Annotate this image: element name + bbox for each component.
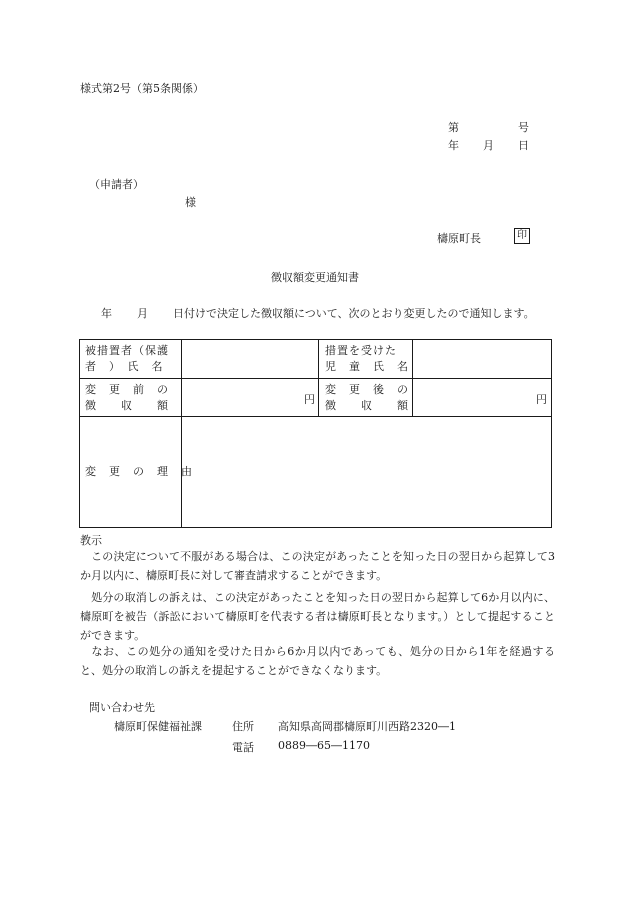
document-title: 徴収額変更通知書 — [271, 271, 359, 284]
phone-label: 電話 — [232, 741, 254, 754]
yen-after: 円 — [536, 393, 547, 406]
intro-sentence — [101, 305, 561, 319]
instruction-paragraph-3: なお、この処分の通知を受けた日から6か月以内であっても、処分の日から1年を経過すると、処分の取消しの訴えを提起することができなくなります。 — [80, 645, 555, 677]
table-divider — [318, 340, 319, 416]
date-year: 年 — [448, 139, 459, 152]
honorific-sama: 様 — [185, 196, 196, 209]
label-after-amount-a: 変 更 後 の — [325, 383, 409, 396]
label-change-reason: 変 更 の 理 由 — [85, 465, 193, 478]
intro-text: 日付けで決定した徴収額について、次のとおり変更したので通知します。 — [173, 307, 535, 320]
form-number-title: 様式第2号（第5条関係） — [80, 82, 204, 95]
inquiry-heading: 問い合わせ先 — [89, 701, 155, 714]
seal-mark: 印 — [514, 228, 530, 244]
address-label: 住所 — [232, 720, 254, 733]
reference-dai: 第 — [448, 121, 459, 134]
table-divider — [412, 340, 413, 416]
label-child-name-b: 児 童 氏 名 — [325, 360, 409, 373]
yen-before: 円 — [304, 393, 315, 406]
label-before-amount-a: 変 更 前 の — [85, 383, 169, 396]
intro-year: 年 — [101, 307, 112, 320]
label-after-amount-b: 徴 収 額 — [325, 399, 409, 412]
table-divider — [80, 416, 551, 417]
instruction-paragraph-2: 処分の取消しの訴えは、この決定があったことを知った日の翌日から起算して6か月以内に、檮原町を被告（訴訟において檮原町を代表する者は檮原町長となります。）として提起することができます。 — [80, 591, 555, 642]
contact-department: 檮原町保健福祉課 — [114, 720, 202, 733]
date-month: 月 — [483, 139, 494, 152]
change-notice-table — [79, 339, 552, 528]
label-protected-person-b: 者 ） 氏 名 — [85, 360, 164, 373]
applicant-label: （申請者） — [89, 178, 144, 191]
label-before-amount-b: 徴 収 額 — [85, 399, 169, 412]
instruction-heading: 教示 — [80, 534, 102, 547]
contact-phone: 0889―65―1170 — [278, 739, 370, 752]
label-child-name-a: 措置を受けた — [325, 344, 397, 357]
table-divider — [181, 340, 182, 527]
issuer-name: 檮原町長 — [437, 232, 481, 245]
instruction-paragraph-1: この決定について不服がある場合は、この決定があったことを知った日の翌日から起算して3か月以内に、檮原町長に対して審査請求することができます。 — [80, 550, 555, 582]
intro-month: 月 — [137, 307, 148, 320]
contact-address: 高知県高岡郡檮原町川西路2320―1 — [278, 720, 456, 733]
reference-go: 号 — [518, 121, 529, 134]
date-day: 日 — [518, 139, 529, 152]
label-protected-person-a: 被措置者（保護 — [85, 344, 169, 357]
table-divider — [80, 378, 551, 379]
